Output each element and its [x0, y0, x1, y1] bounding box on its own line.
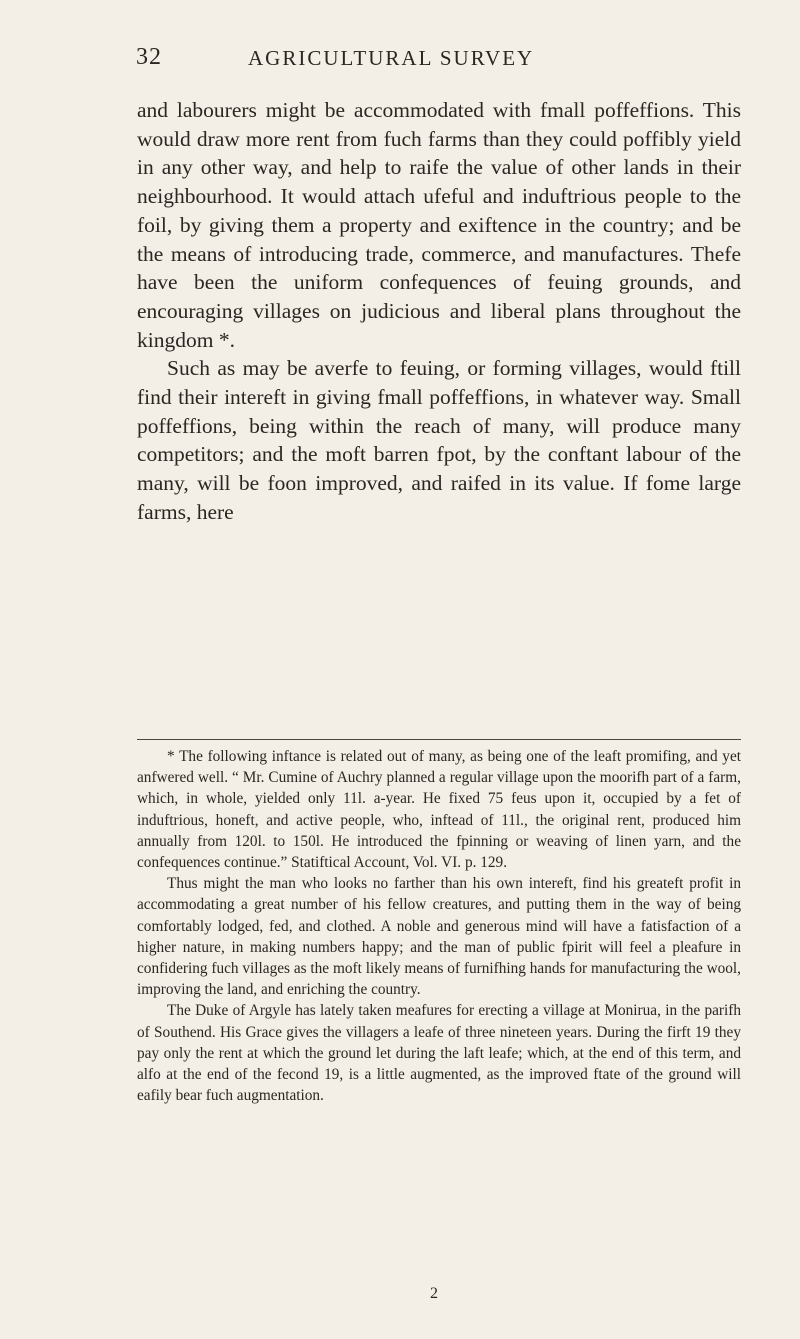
signature-mark: 2	[430, 1285, 438, 1302]
main-text	[137, 96, 741, 527]
footnote-paragraph: Thus might the man who looks no farther than his own intereft, find his greateft profit in accommodating a great number of his fellow creatures, and putting them in the way of being comfortably lodged, fed, and clothed. A noble and generous mind will have a fatisfaction of a higher nature, in making numbers happy; and the man of public fpirit will feel a pleafure in confidering fuch villages as the moft likely means of furnifhing hands for manufacturing the wool, improving the land, and enriching the country.	[137, 875, 741, 999]
body-paragraph: and labourers might be accommodated with fmall poffeffions. This would draw more rent from fuch farms than they could poffibly yield in any other way, and help to raife the value of other lands in their neighbourhood. It would attach ufeful and induftrious people to the foil, by giving them a property and exiftence in the country; and be the means of introducing trade, commerce, and manufactures. Thefe have been the uniform confequences of feuing grounds, and encouraging villages on judicious and liberal plans throughout the kingdom *.	[137, 98, 741, 352]
running-head: AGRICULTURAL SURVEY	[248, 46, 535, 70]
page-number: 32	[136, 44, 162, 70]
footnote-paragraph: The Duke of Argyle has lately taken meafures for erecting a village at Monirua, in the parifh of Southend. His Grace gives the villagers a leafe of three nineteen years. During the firft 19 they pay only the rent at which the ground let during the laft leafe; which, at the end of this term, and alfo at the end of the fecond 19, is a little augmented, as the improved ftate of the ground will eafily bear fuch augmentation.	[137, 1002, 741, 1105]
footnote-block	[137, 746, 741, 1106]
footnote-divider	[137, 739, 741, 740]
footnote-paragraph: * The following inftance is related out of many, as being one of the leaft promifing, and yet anfwered well. “ Mr. Cumine of Auchry planned a regular village upon the moorifh part of a farm, which, in whole, yielded only 11l. a-year. He fixed 75 feus upon it, occupied by a fet of induftrious, honeft, and active people, who, inftead of 11l., the original rent, produced him annually from 120l. to 150l. He introduced the fpinning or weaving of linen yarn, and the confequences continue.” Statiftical Account, Vol. VI. p. 129.	[137, 748, 741, 872]
page-header	[136, 44, 670, 74]
body-paragraph: Such as may be averfe to feuing, or forming villages, would ftill find their intereft in giving fmall poffeffions, in whatever way. Small poffeffions, being within the reach of many, will produce many competitors; and the moft barren fpot, by the conftant labour of the many, will be foon improved, and raifed in its value. If fome large farms, here	[137, 356, 741, 524]
